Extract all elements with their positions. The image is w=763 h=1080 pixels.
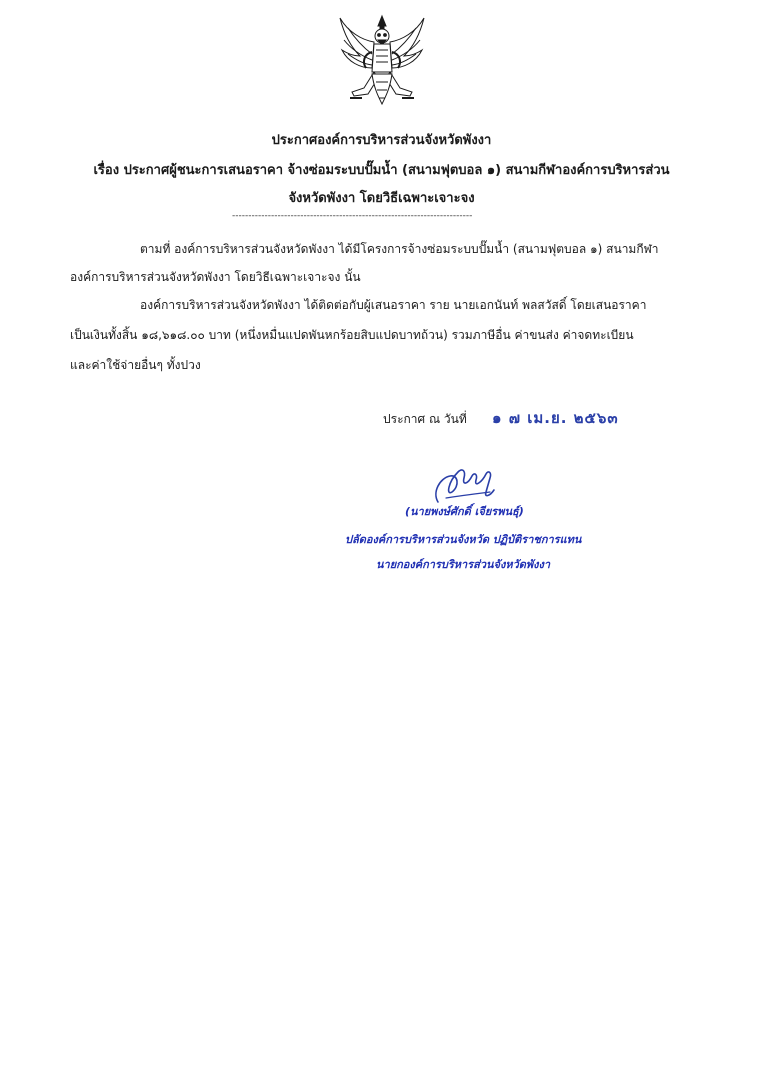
body-paragraph-1-line-1: ตามที่ องค์การบริหารส่วนจังหวัดพังงา ได้มีโครงการจ้างซ่อมระบบปั๊มน้ำ (สนามฟุตบอล ๑) สนามกีฬา <box>140 242 659 256</box>
date-value: ๑ ๗ เม.ย. ๒๕๖๓ <box>492 409 619 427</box>
announcement-title: ประกาศองค์การบริหารส่วนจังหวัดพังงา <box>271 133 492 148</box>
subject-line-2: จังหวัดพังงา โดยวิธีเฉพาะเจาะจง <box>288 191 475 206</box>
body-paragraph-2-line-1: องค์การบริหารส่วนจังหวัดพังงา ได้ติดต่อกับผู้เสนอราคา ราย นายเอกนันท์ พลสวัสดิ์ โดยเสนอราคา <box>140 298 647 312</box>
signer-position-line-2: นายกองค์การบริหารส่วนจังหวัดพังงา <box>376 558 551 571</box>
divider: -------------------------------------------------------------------------- <box>232 211 473 221</box>
subject-line-1: เรื่อง ประกาศผู้ชนะการเสนอราคา จ้างซ่อมระบบปั๊มน้ำ (สนามฟุตบอล ๑) สนามกีฬาองค์การบริหารส่วน <box>93 163 670 178</box>
body-paragraph-1-line-2: องค์การบริหารส่วนจังหวัดพังงา โดยวิธีเฉพาะเจาะจง นั้น <box>70 270 361 284</box>
signer-name: (นายพงษ์ศักดิ์ เจียรพนธุ์) <box>405 505 524 518</box>
date-label: ประกาศ ณ วันที่ <box>383 412 467 426</box>
garuda-emblem-icon <box>334 12 430 112</box>
body-paragraph-2-line-2: เป็นเงินทั้งสิ้น ๑๘,๖๑๘.๐๐ บาท (หนึ่งหมื่นแปดพันหกร้อยสิบแปดบาทถ้วน) รวมภาษีอื่น ค่าขนส่ง ค่าจดทะเบียน <box>70 328 634 342</box>
signer-position-line-1: ปลัดองค์การบริหารส่วนจังหวัด ปฏิบัติราชการแทน <box>345 533 582 546</box>
body-paragraph-2-line-3: และค่าใช้จ่ายอื่นๆ ทั้งปวง <box>70 358 201 372</box>
